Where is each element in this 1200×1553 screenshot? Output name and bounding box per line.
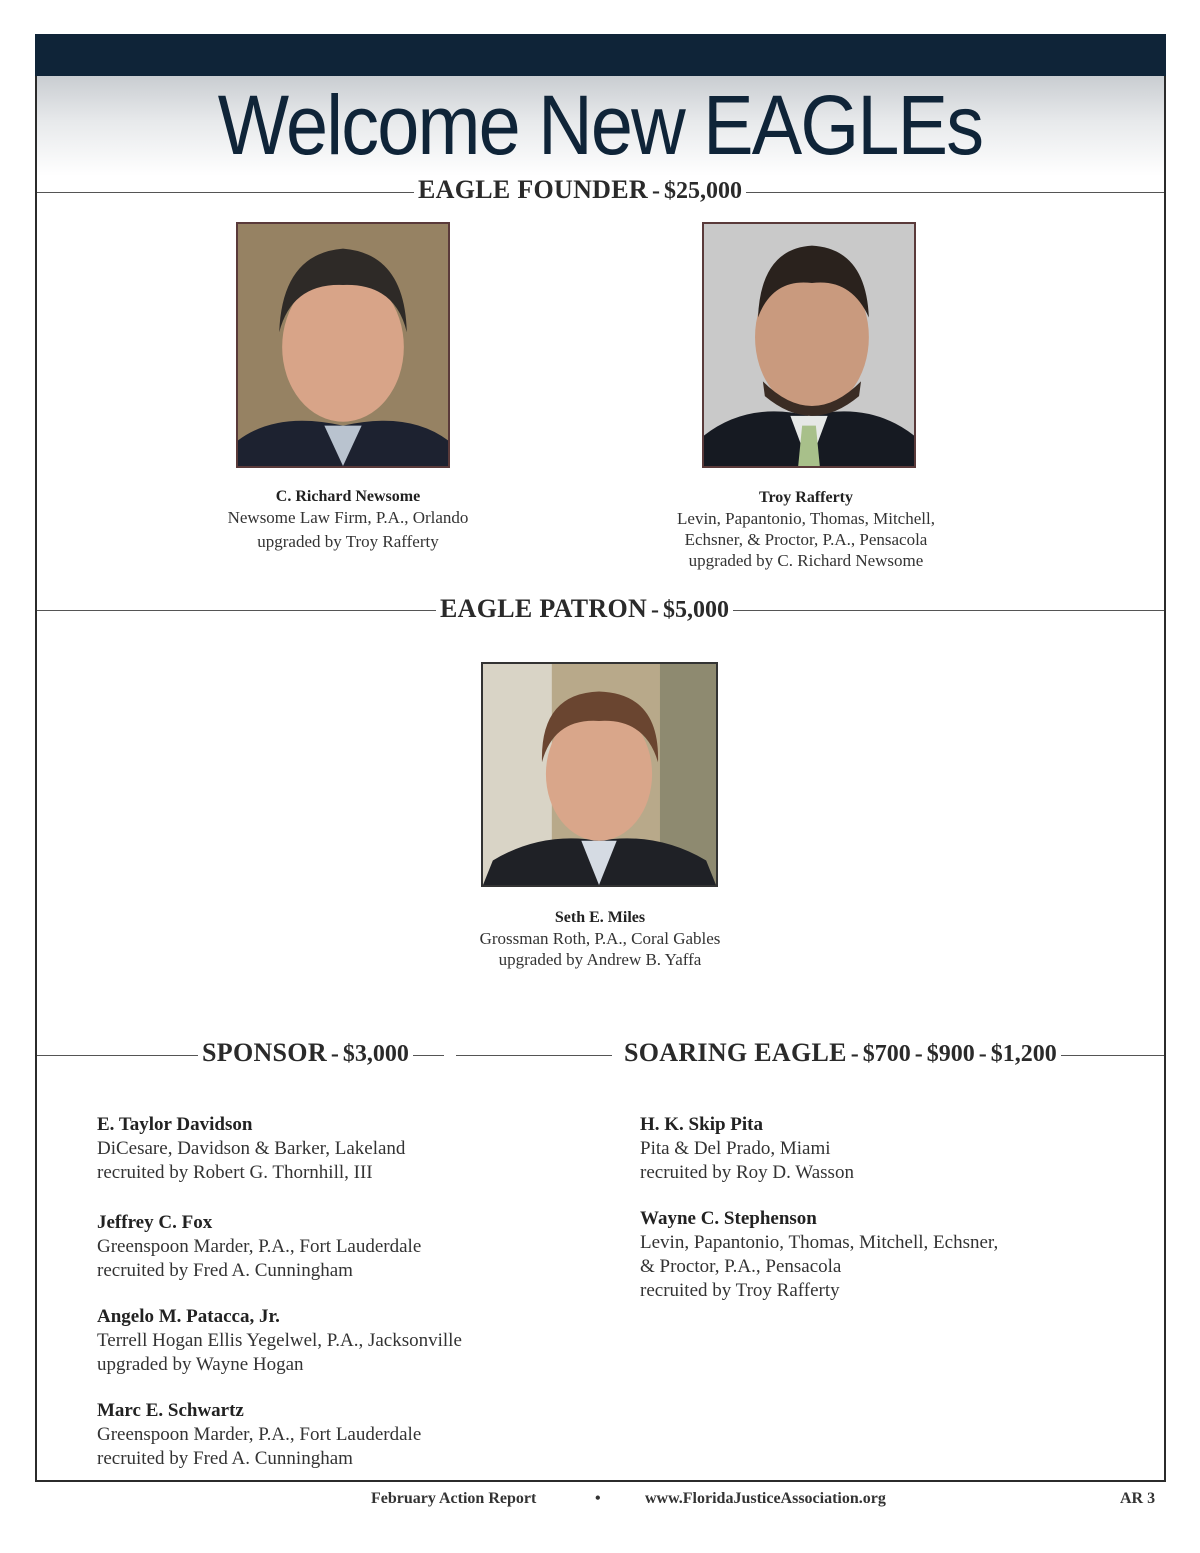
- founder-caption-2: [656, 487, 956, 571]
- member-firm: Levin, Papantonio, Thomas, Mitchell,: [677, 509, 935, 528]
- soaring-price-3: $1,200: [990, 1041, 1057, 1067]
- sponsor-heading: [198, 1038, 413, 1068]
- member-firm: Greenspoon Marder, P.A., Fort Lauderdale: [97, 1424, 422, 1445]
- member-name: H. K. Skip Pita: [640, 1114, 763, 1135]
- footer-page-number: AR 3: [1120, 1490, 1156, 1507]
- member-name: Jeffrey C. Fox: [97, 1212, 213, 1233]
- page-title: Welcome New EAGLEs: [217, 78, 983, 172]
- header-bar: [35, 34, 1166, 76]
- soaring-dash-2: -: [914, 1041, 923, 1067]
- founder-label: EAGLE FOUNDER: [418, 175, 648, 204]
- member-upgrade: upgraded by Troy Rafferty: [257, 532, 439, 551]
- member-firm-cont: & Proctor, P.A., Pensacola: [640, 1256, 842, 1277]
- member-name: Troy Rafferty: [758, 489, 854, 506]
- soaring-entry: [640, 1113, 854, 1185]
- founder-heading: [414, 175, 746, 205]
- member-firm-cont: Echsner, & Proctor, P.A., Pensacola: [684, 530, 928, 549]
- soaring-dash-3: -: [978, 1041, 987, 1067]
- member-name: Marc E. Schwartz: [97, 1400, 244, 1421]
- member-firm: Greenspoon Marder, P.A., Fort Lauderdale: [97, 1236, 422, 1257]
- soaring-price-1: $700: [862, 1041, 911, 1067]
- member-name: Angelo M. Patacca, Jr.: [97, 1306, 280, 1327]
- patron-caption: [450, 907, 750, 970]
- founder-price: $25,000: [663, 178, 742, 204]
- patron-price: $5,000: [663, 597, 730, 623]
- patron-photo-miles: [481, 662, 718, 887]
- sponsor-price: $3,000: [342, 1041, 409, 1067]
- member-recruiter: recruited by Fred A. Cunningham: [97, 1260, 353, 1281]
- sponsor-entry: [97, 1113, 405, 1185]
- member-recruiter: recruited by Troy Rafferty: [640, 1280, 840, 1301]
- member-upgrade: upgraded by C. Richard Newsome: [688, 551, 924, 570]
- sponsor-label: SPONSOR: [202, 1038, 327, 1067]
- soaring-entry: [640, 1207, 998, 1303]
- soaring-heading: [620, 1038, 1061, 1068]
- heading-gap: [444, 1040, 456, 1070]
- footer-publication: February Action Report: [371, 1490, 537, 1507]
- member-name: Wayne C. Stephenson: [640, 1208, 817, 1229]
- footer-website[interactable]: www.FloridaJusticeAssociation.org: [645, 1490, 886, 1507]
- member-name: E. Taylor Davidson: [97, 1114, 253, 1135]
- sponsor-entry: [97, 1305, 462, 1377]
- member-firm: Pita & Del Prado, Miami: [640, 1138, 831, 1159]
- member-recruiter: upgraded by Wayne Hogan: [97, 1354, 304, 1375]
- sponsor-entry: [97, 1211, 421, 1283]
- member-firm: Newsome Law Firm, P.A., Orlando: [227, 508, 469, 527]
- member-name: Seth E. Miles: [554, 909, 646, 926]
- footer-separator: •: [595, 1490, 601, 1507]
- member-firm: Levin, Papantonio, Thomas, Mitchell, Echsner,: [640, 1232, 999, 1253]
- founder-photo-rafferty: [702, 222, 916, 468]
- member-firm: Grossman Roth, P.A., Coral Gables: [479, 929, 721, 948]
- member-recruiter: recruited by Roy D. Wasson: [640, 1162, 854, 1183]
- member-upgrade: upgraded by Andrew B. Yaffa: [498, 950, 702, 969]
- soaring-dash-1: -: [850, 1041, 859, 1067]
- founder-photo-newsome: [236, 222, 450, 468]
- member-firm: Terrell Hogan Ellis Yegelwel, P.A., Jacksonville: [97, 1330, 462, 1351]
- patron-label: EAGLE PATRON: [440, 594, 648, 623]
- sponsor-entry: [97, 1399, 421, 1471]
- member-recruiter: recruited by Fred A. Cunningham: [97, 1448, 353, 1469]
- patron-dash: -: [651, 597, 660, 623]
- patron-heading: [436, 594, 733, 624]
- member-recruiter: recruited by Robert G. Thornhill, III: [97, 1162, 373, 1183]
- soaring-price-2: $900: [926, 1041, 975, 1067]
- sponsor-dash: -: [330, 1041, 339, 1067]
- founder-caption-1: [200, 486, 496, 552]
- member-name: C. Richard Newsome: [275, 488, 421, 505]
- soaring-label: SOARING EAGLE: [624, 1038, 847, 1067]
- member-firm: DiCesare, Davidson & Barker, Lakeland: [97, 1138, 406, 1159]
- founder-dash: -: [651, 178, 660, 204]
